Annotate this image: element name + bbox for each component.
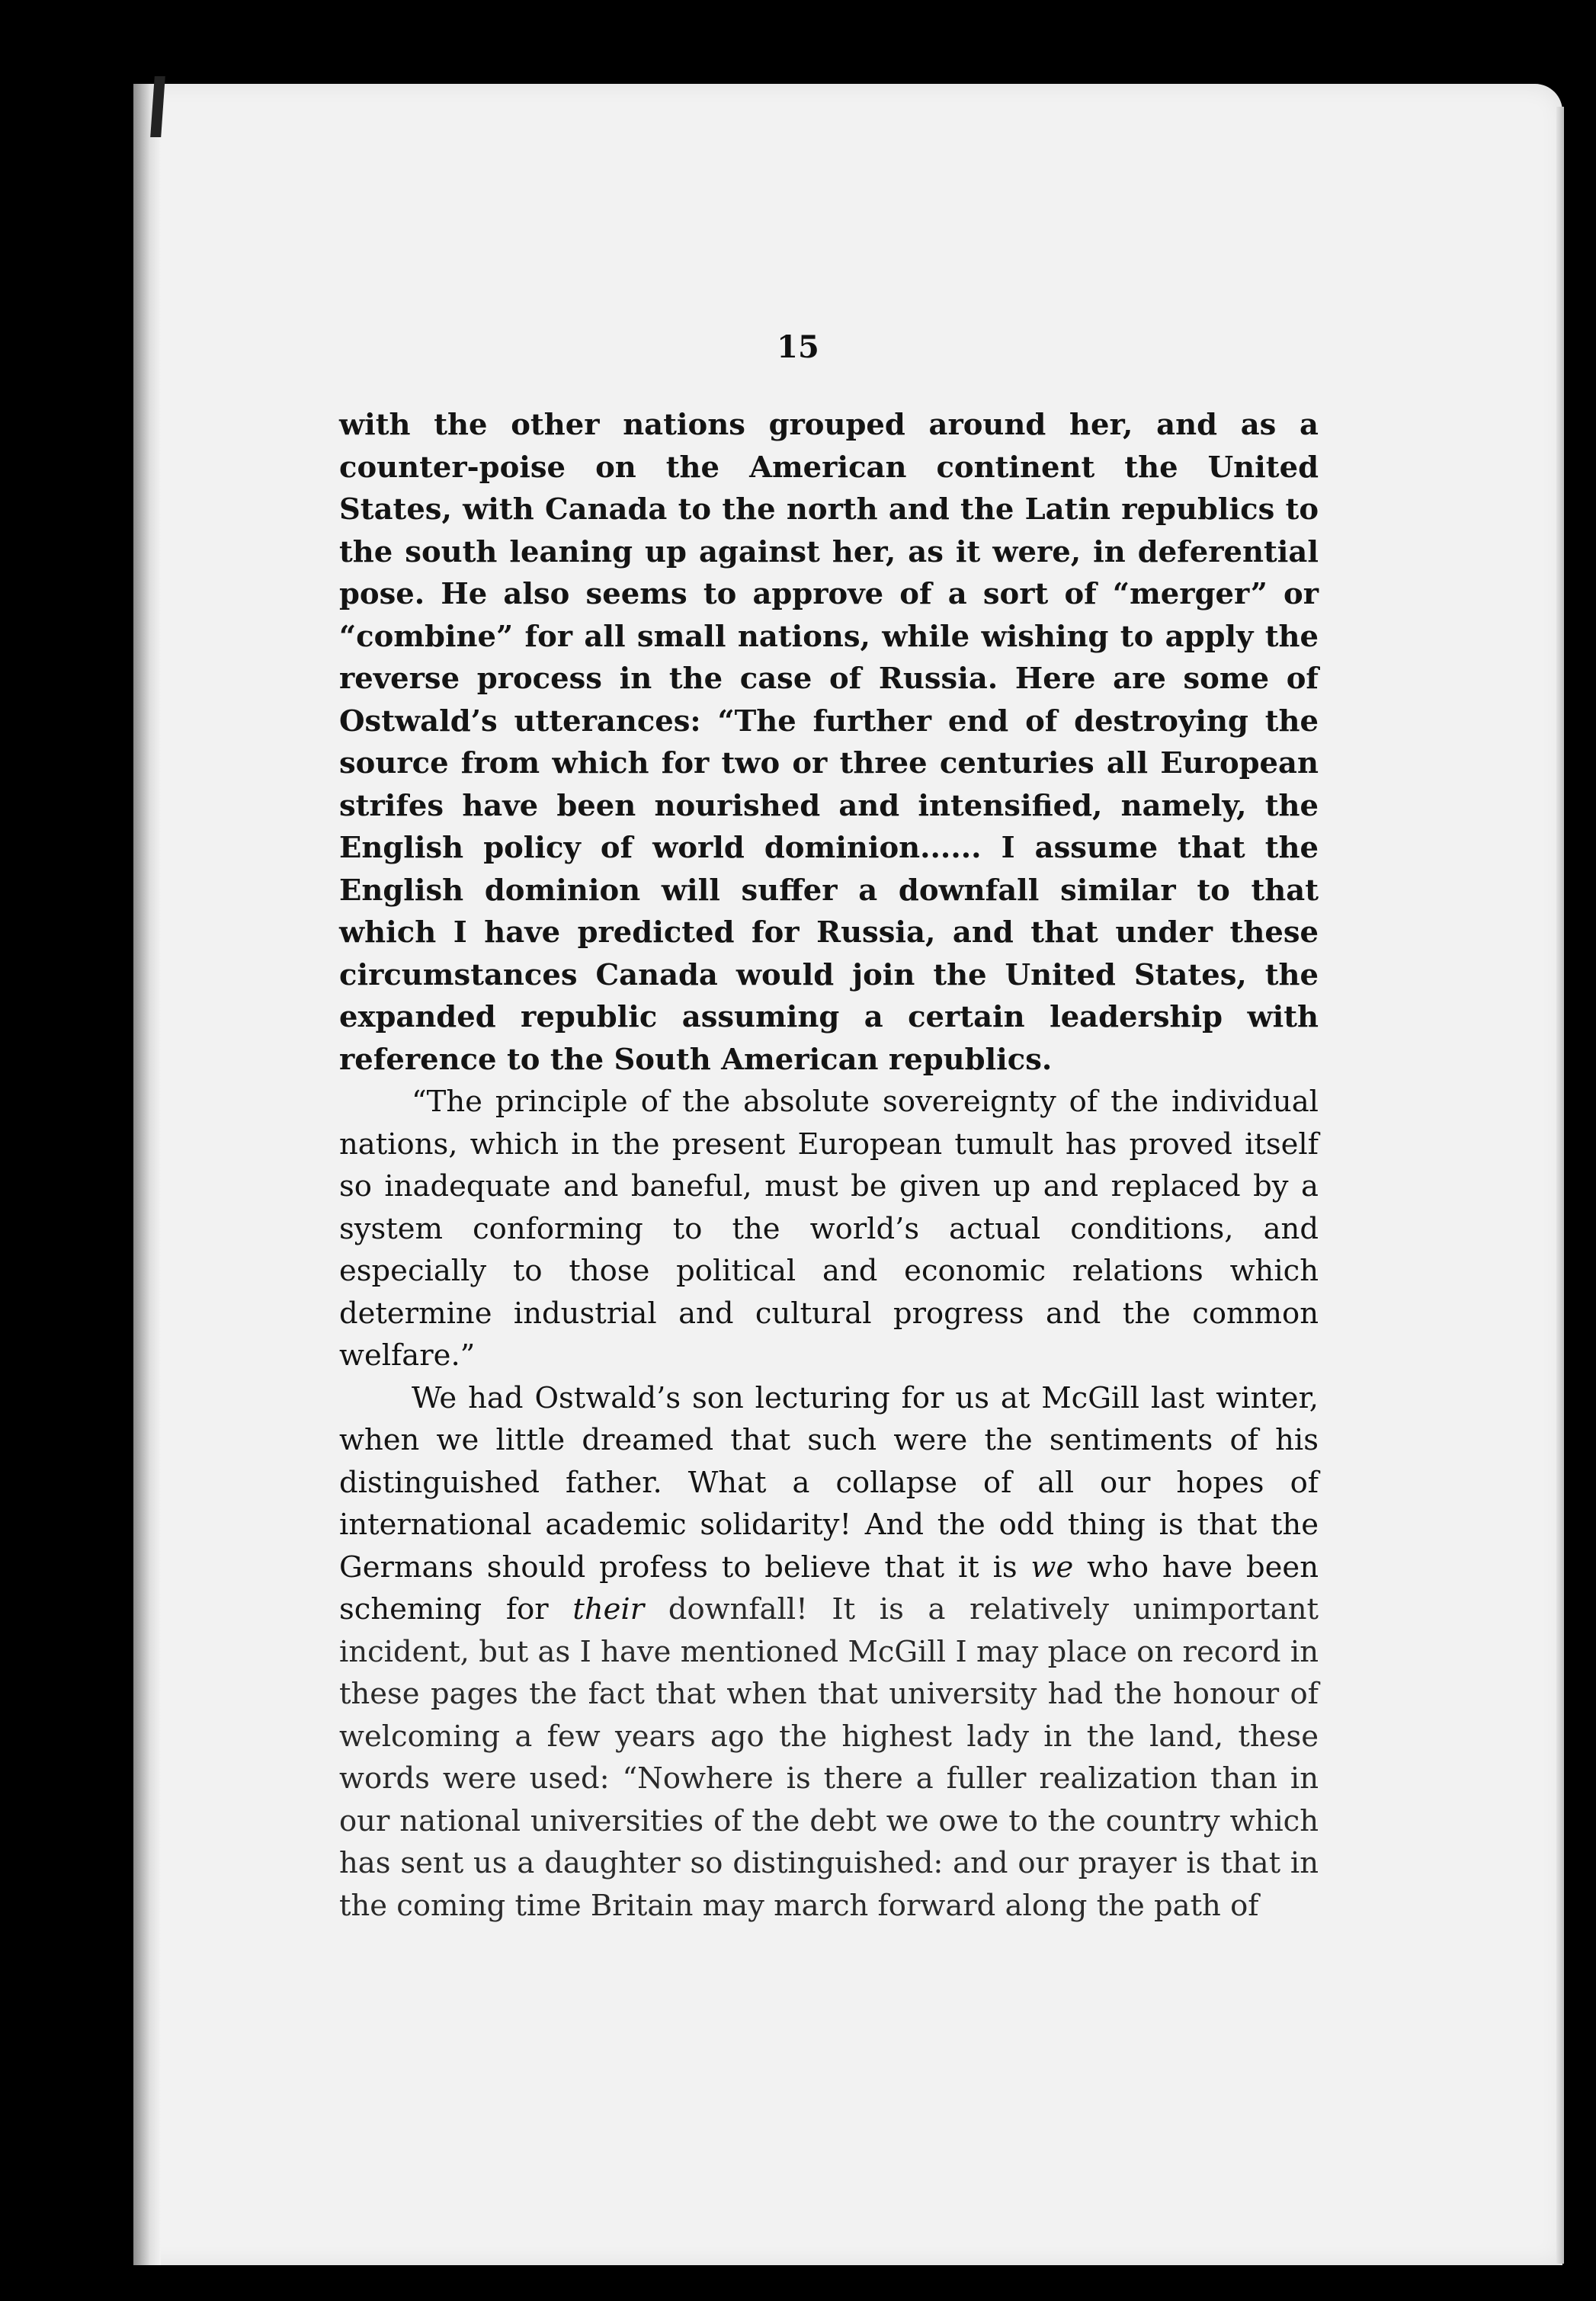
paragraph-2: “The principle of the absolute sovereignty of the individual nations, which in the present European tumult has proved itself so inadequate and baneful, must be given up and replaced by a system conforming to the world’s actual conditions, and especially to those political and economic relations which determine industrial and cultural progress and the common welfare.” [339, 1085, 1319, 1373]
paragraph-3-emphasis-we: we [1030, 1549, 1074, 1585]
page-right-edge [1556, 107, 1564, 2264]
page-number: 15 [777, 329, 819, 365]
paragraph-3-text-3: downfall! It is a relatively unimportant incident, but as I have mentioned McGill I may place on record in these pages the fact that when that university had the honour of welcoming a few years ago the highest lady in the land, these words were used: “Nowhere is there a fuller realization than in our national universities of the debt we owe to the country which has sent us a daughter so distinguished: and our prayer is that in the coming time Britain may march forward along the path of [339, 1592, 1319, 1923]
paragraph-3-text-1: We had Ostwald’s son lecturing for us at McGill last winter, when we little dreamed that such were the sentiments of his distinguished father. What a collapse of all our hopes of international academic solidarity! And the odd thing is that the Germans should profess to believe that it is [339, 1380, 1319, 1585]
paragraph-3-text-2: who have been scheming for [339, 1549, 1319, 1626]
paragraph-3-emphasis-their: their [572, 1592, 645, 1626]
page-gutter-shadow [133, 84, 161, 2265]
paragraph-3 [339, 1377, 1319, 1928]
paragraph-1: with the other nations grouped around her, and as a counter-poise on the American continent the United States, with Canada to the north and the Latin republics to the south leaning up against her, as it were, in deferential pose. He also seems to approve of a sort of “merger” or “combine” for all small nations, while wishing to apply the reverse process in the case of Russia. Here are some of Ostwald’s utterances: “The further end of destroying the source from which for two or three centuries all European strifes have been nourished and intensified, namely, the English policy of world dominion...... I assume that the English dominion will suffer a downfall similar to that which I have predicted for Russia, and that under these circumstances Canada would join the United States, the expanded republic assuming a certain leadership with reference to the South American republics. [339, 408, 1319, 1077]
body-text [339, 404, 1319, 1927]
